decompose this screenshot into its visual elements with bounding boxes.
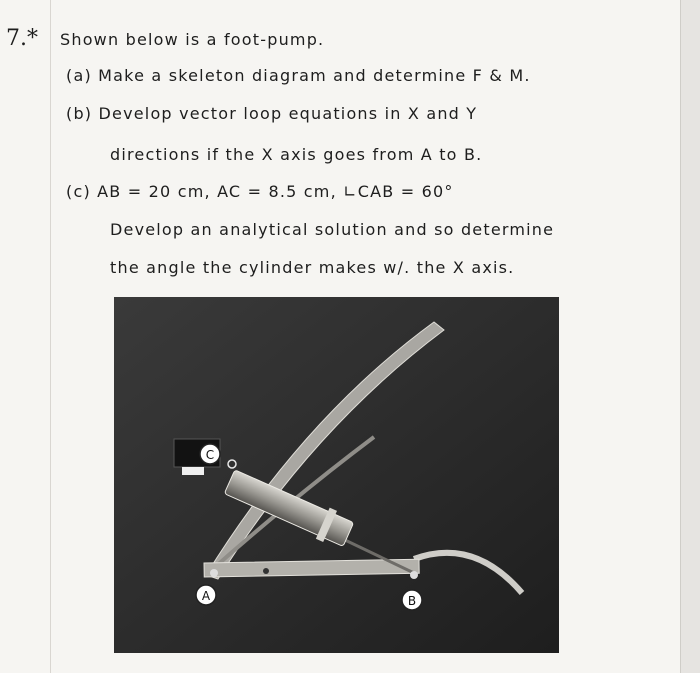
part-c-text-line3: the angle the cylinder makes w/. the X axis.: [110, 258, 515, 277]
margin-rule: [50, 0, 51, 673]
connector-marking: [182, 467, 204, 475]
label-a: A: [201, 589, 211, 603]
photo-background: [114, 297, 559, 653]
part-b-text-line1: (b) Develop vector loop equations in X and Y: [66, 104, 478, 123]
pivot-a: [210, 569, 218, 577]
foot-pump-illustration: [114, 297, 559, 653]
problem-number: 7.*: [6, 26, 38, 51]
pivot-b: [410, 571, 418, 579]
part-b-text-line2: directions if the X axis goes from A to B.: [110, 145, 483, 164]
part-a-text: (a) Make a skeleton diagram and determine F & M.: [66, 66, 531, 85]
part-c-text-line2: Develop an analytical solution and so determine: [110, 220, 555, 239]
label-c: C: [205, 448, 215, 462]
foot-pump-photo: [114, 297, 559, 653]
base-pin: [263, 568, 269, 574]
label-b: B: [407, 594, 417, 608]
part-c-text-line1: (c) AB = 20 cm, AC = 8.5 cm, ∟CAB = 60°: [66, 182, 454, 201]
problem-intro: Shown below is a foot-pump.: [60, 30, 325, 49]
